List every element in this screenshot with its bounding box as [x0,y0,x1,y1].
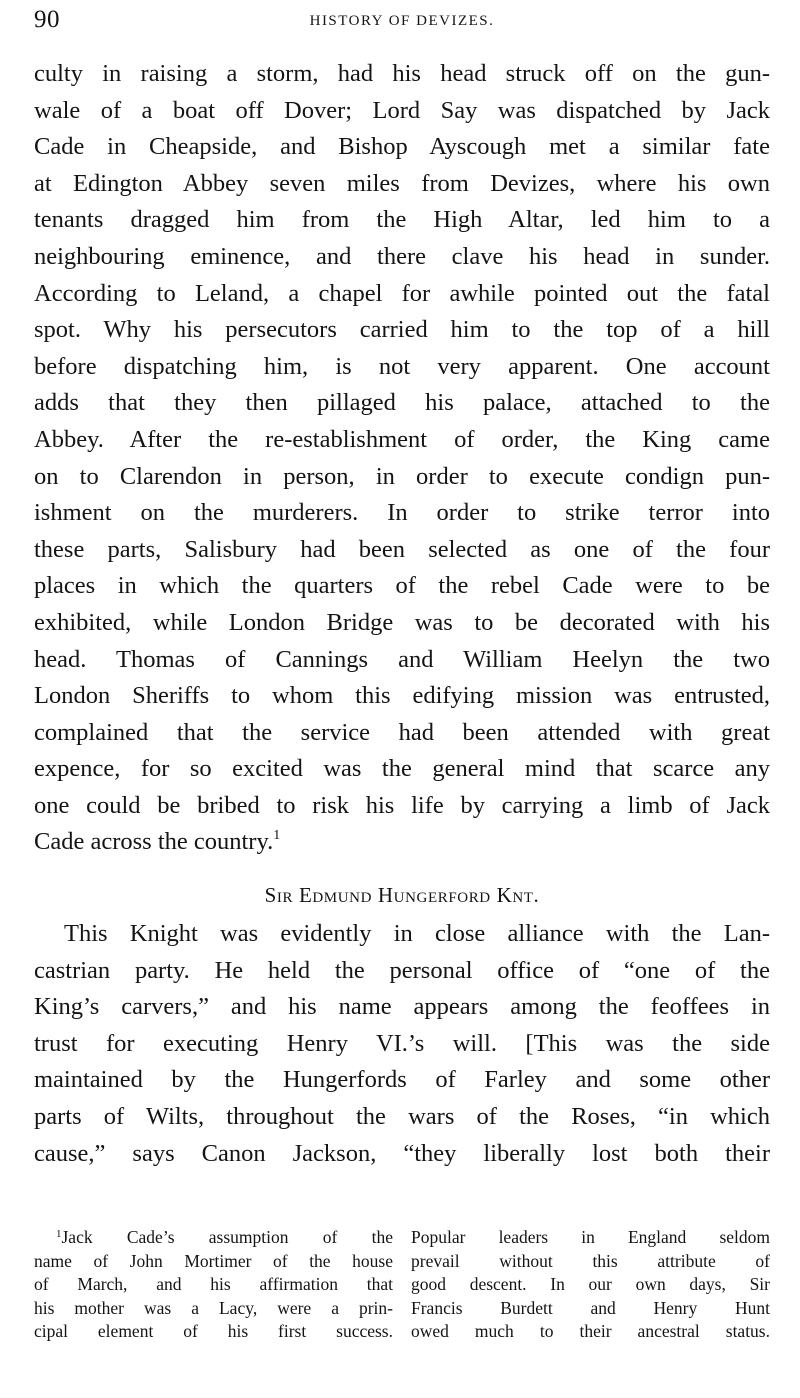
footnote-line: Francis Burdett and Henry Hunt [411,1297,770,1318]
text-line: London Sheriffs to whom this edifying mission was entrusted, [34,682,770,710]
text-line: cause,” says Canon Jackson, “they liberally lost both their [34,1139,770,1167]
footnote-line: prevail without this attribute of [411,1250,770,1271]
text-line: expence, for so excited was the general mind that scarce any [34,755,770,783]
text-line: places in which the quarters of the rebel Cade were to be [34,572,770,600]
footnote-line: name of John Mortimer of the house [34,1250,393,1271]
paragraph-continued [34,56,770,861]
text-line: castrian party. He held the personal office of “one of the [34,956,770,984]
footnotes [34,1226,770,1344]
text-line: head. Thomas of Cannings and William Heelyn the two [34,645,770,673]
text-line: at Edington Abbey seven miles from Devizes, where his own [34,169,770,197]
text-line: wale of a boat off Dover; Lord Say was dispatched by Jack [34,96,770,124]
footnote-column-left [34,1226,393,1344]
footnote-line [34,1226,393,1250]
running-title: HISTORY OF DEVIZES. [309,13,495,29]
page-number: 90 [34,6,60,33]
text-line: on to Clarendon in person, in order to execute condign pun- [34,462,770,490]
text-line: parts of Wilts, throughout the wars of the Roses, “in which [34,1103,770,1131]
footnote-reference[interactable]: 1 [273,828,281,844]
footnote-line-content: Jack Cade’s assumption of the [61,1227,393,1247]
footnote-line: Popular leaders in England seldom [411,1227,770,1247]
text-line: one could be bribed to risk his life by carrying a limb of Jack [34,791,770,819]
page-header [34,0,770,46]
text-line: these parts, Salisbury had been selected as one of the four [34,535,770,563]
footnote-line: good descent. In our own days, Sir [411,1274,770,1295]
paragraph-hungerford [34,916,770,1172]
text-line-last [34,824,770,861]
footnote-line: cipal element of his first success. [34,1321,393,1342]
document-page [34,0,770,1398]
footnote-line: his mother was a Lacy, were a prin- [34,1297,393,1318]
text-line: complained that the service had been attended with great [34,718,770,746]
text-line: This Knight was evidently in close alliance with the Lan- [64,920,770,948]
footnote-column-right [411,1226,770,1344]
text-line: Abbey. After the re-establishment of order, the King came [34,425,770,453]
section-heading: Sir Edmund Hungerford Knt. [264,883,540,908]
text-line: adds that they then pillaged his palace, attached to the [34,389,770,417]
text-line: ishment on the murderers. In order to strike terror into [34,499,770,527]
text-line: Cade in Cheapside, and Bishop Ayscough met a similar fate [34,133,770,161]
text-line-content: Cade across the country. [34,828,274,856]
text-line: trust for executing Henry VI.’s will. [This was the side [34,1029,770,1057]
text-line: tenants dragged him from the High Altar, led him to a [34,206,770,234]
text-line: before dispatching him, is not very apparent. One account [34,352,770,380]
text-line: neighbouring eminence, and there clave his head in sunder. [34,242,770,270]
footnote-line: of March, and his affirmation that [34,1274,393,1295]
text-line: King’s carvers,” and his name appears among the feoffees in [34,993,770,1021]
footnote-number: 1 [56,1228,62,1240]
text-line: exhibited, while London Bridge was to be decorated with his [34,608,770,636]
text-line: According to Leland, a chapel for awhile pointed out the fatal [34,279,770,307]
text-line: maintained by the Hungerfords of Farley and some other [34,1066,770,1094]
text-line: culty in raising a storm, had his head struck off on the gun- [34,60,770,87]
text-line: spot. Why his persecutors carried him to the top of a hill [34,316,770,344]
footnote-line: owed much to their ancestral status. [411,1321,770,1342]
